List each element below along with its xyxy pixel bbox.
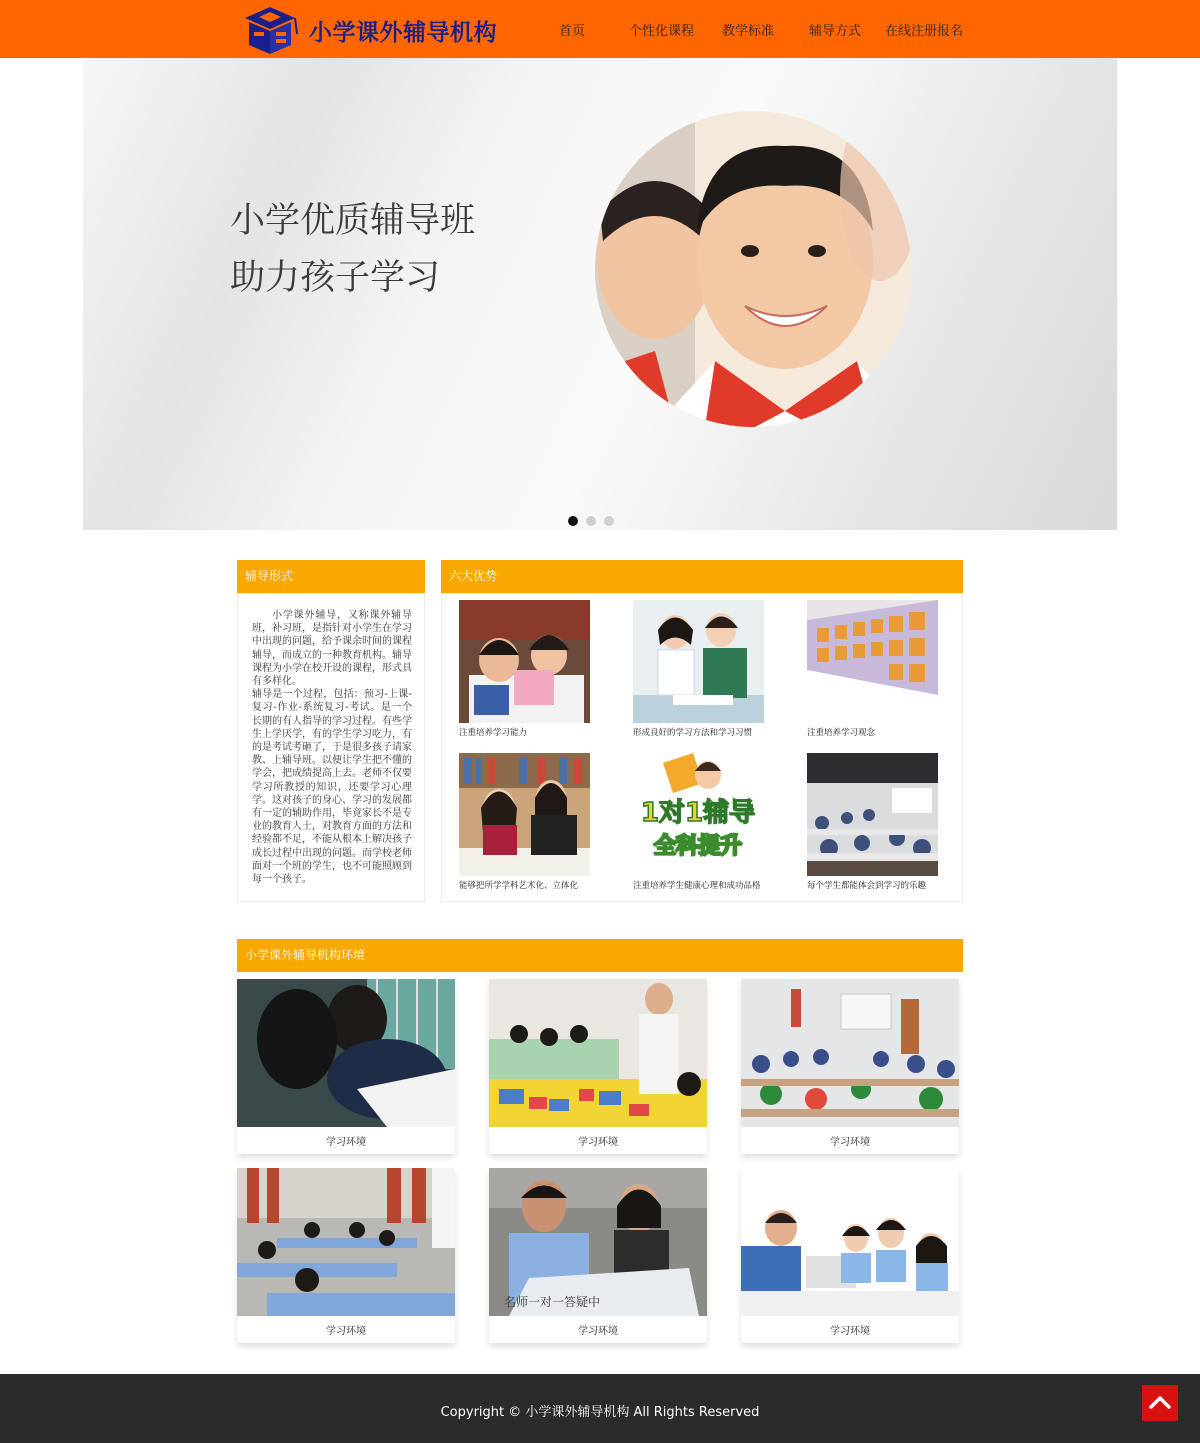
- environment-card[interactable]: [237, 979, 455, 1154]
- hero-banner: [83, 58, 1117, 530]
- advantage-caption: 注重培养学习能力: [459, 728, 528, 738]
- environment-photo: [489, 979, 707, 1127]
- carousel-dot-2[interactable]: [586, 516, 596, 526]
- advantage-caption: 注重培养学习观念: [807, 728, 876, 738]
- environment-photo: [741, 979, 959, 1127]
- nav-tutoring-methods[interactable]: 辅导方式: [809, 24, 862, 39]
- nav-home[interactable]: 首页: [559, 24, 586, 39]
- site-footer: [0, 1374, 1200, 1443]
- carousel-dots: [568, 516, 628, 528]
- environment-caption: 学习环境: [830, 1326, 870, 1337]
- logo-text: 小学课外辅导机构: [309, 19, 497, 46]
- banner-photo-smiling-boy: [595, 111, 911, 427]
- environment-photo: [489, 1168, 707, 1316]
- carousel-dot-3[interactable]: [604, 516, 614, 526]
- banner-subheadline: 助力孩子学习: [230, 258, 441, 298]
- advantage-card[interactable]: [807, 600, 938, 738]
- advantage-card[interactable]: [633, 753, 764, 891]
- advantages-section-title: 六大优势: [441, 560, 963, 593]
- advantage-photo: [459, 600, 590, 723]
- intro-section-body: [237, 593, 425, 902]
- back-to-top-button[interactable]: [1142, 1385, 1178, 1421]
- intro-paragraph-1: 小学课外辅导，又称课外辅导班，补习班，是指针对小学生在学习中出现的问题，给予课余时间的课程辅导，而成立的一种教育机构。辅导课程为小学在校开设的课程，形式具有多样化。: [252, 610, 412, 688]
- advantages-section-body: [441, 593, 963, 902]
- environment-photo: [741, 1168, 959, 1316]
- advantage-caption: 形成良好的学习方法和学习习惯: [633, 728, 753, 738]
- banner-headline: 小学优质辅导班: [230, 201, 476, 241]
- environment-photo: [237, 1168, 455, 1316]
- environment-caption: 学习环境: [830, 1137, 870, 1148]
- environment-card[interactable]: [489, 979, 707, 1154]
- advantage-photo: [633, 600, 764, 723]
- advantage-poster: [633, 753, 764, 876]
- carousel-dot-1[interactable]: [568, 516, 578, 526]
- environment-photo: [237, 979, 455, 1127]
- advantage-photo: [459, 753, 590, 876]
- intro-section-title: 辅导形式: [237, 560, 425, 593]
- nav-personalized-courses[interactable]: 个性化课程: [629, 24, 695, 39]
- advantage-caption: 每个学生都能体会到学习的乐趣: [807, 881, 927, 891]
- nav-online-registration[interactable]: 在线注册报名: [885, 24, 964, 39]
- chevron-up-icon: [1142, 1385, 1178, 1421]
- environment-card[interactable]: [741, 979, 959, 1154]
- site-header: [0, 0, 1200, 58]
- advantage-card[interactable]: [633, 600, 764, 738]
- graduation-cap-cube-icon: [237, 4, 303, 56]
- poster-text-all-subjects: 全科提升: [653, 834, 743, 859]
- copyright-text: Copyright © 小学课外辅导机构 All Rights Reserved: [440, 1405, 760, 1420]
- poster-text-one-on-one: 1对1辅导: [640, 798, 756, 828]
- main-nav: [540, 0, 980, 58]
- advantage-caption: 能够把所学学科艺术化、立体化: [459, 881, 579, 891]
- site-logo[interactable]: [237, 4, 527, 56]
- environment-section-title: 小学课外辅导机构环境: [237, 939, 963, 972]
- advantage-caption: 注重培养学生健康心理和成功品格: [633, 881, 761, 891]
- environment-caption: 学习环境: [578, 1326, 618, 1337]
- advantage-card[interactable]: [807, 753, 938, 891]
- intro-text: [252, 609, 412, 886]
- advantage-photo: [807, 600, 938, 723]
- advantage-card[interactable]: [459, 600, 590, 738]
- environment-caption: 学习环境: [326, 1137, 366, 1148]
- environment-card[interactable]: [741, 1168, 959, 1343]
- intro-paragraph-2: 辅导是一个过程，包括：预习-上课-复习-作业-系统复习-考试。是一个长期的有人指导的学习过程。有些学生上学厌学，有的学生学习吃力，有的是考试考砸了，于是很多孩子请家教、上辅导班。以便让学生把不懂的学会，把成绩提高上去。老师不仅要学习所教授的知识，还要学习心理学。这对孩子的身心、学习的发展都有一定的辅助作用，毕竟家长不是专业的教育人士，对教育方面的方法和经验都不足，不能从根本上解决孩子成长过程中出现的问题。而学校老师面对一个班的学生，也不可能照顾到每一个孩子。: [252, 689, 412, 886]
- advantage-card[interactable]: [459, 753, 590, 891]
- advantage-photo: [807, 753, 938, 876]
- environment-card[interactable]: [237, 1168, 455, 1343]
- environment-caption: 学习环境: [326, 1326, 366, 1337]
- photo-overlay-text: 名师一对一答疑中: [504, 1295, 601, 1309]
- environment-caption: 学习环境: [578, 1137, 618, 1148]
- nav-teaching-standards[interactable]: 教学标准: [722, 24, 775, 39]
- environment-card[interactable]: [489, 1168, 707, 1343]
